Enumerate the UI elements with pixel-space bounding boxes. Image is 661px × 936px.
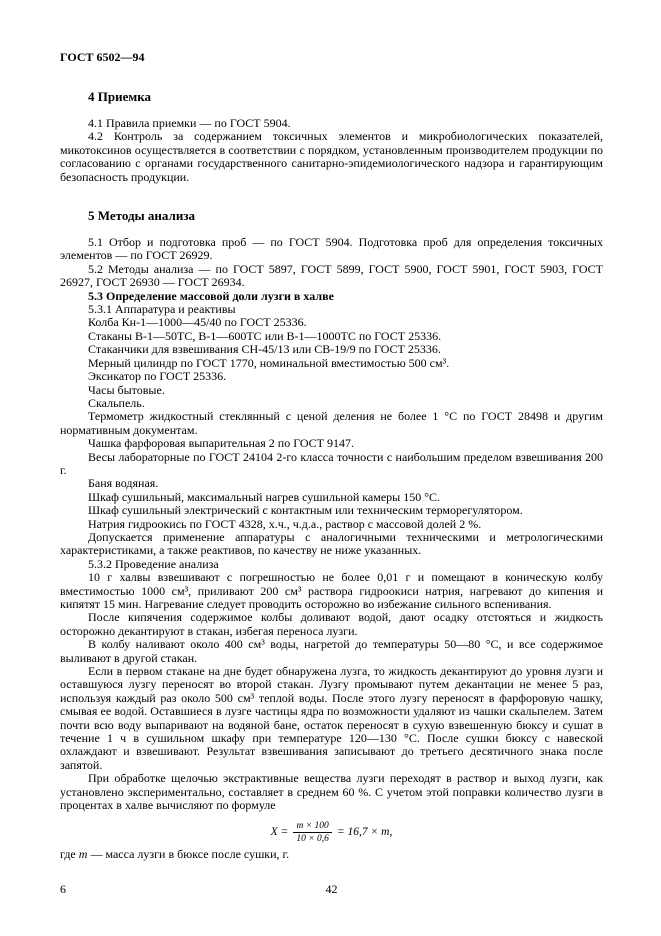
formula-rhs: = 16,7 × m, [336,826,393,839]
procedure-paragraph-4: Если в первом стакане на дне будет обнаружена лузга, то жидкость декантируют до уровня лузги и оставшуюся лузгу переносят во второй стакан. Лузгу промывают путем декантации не менее 5 раз, используя каждый раз около 500 см³ теплой воды. После этого лузгу переносят в фарфоровую чашку, смывая ее водой. Оставшиеся в лузге частицы ядра по возможности удаляют из чашки скальпелем. Затем почти всю воду выпаривают на водяной бане, остаток переносят в сухую взвешенную бюксу и сушат в течение 1 ч в сушильном шкафу при температуре 120—130 °С. После сушки бюксу с навеской охлаждают и взвешивают. Результат взвешивания записывают до третьего десятичного знака после запятой. [60,664,603,772]
equipment-item-water-bath: Баня водяная. [88,476,159,491]
equipment-item-clock: Часы бытовые. [88,382,165,397]
equipment-item-cylinder: Мерный цилиндр по ГОСТ 1770, номинальной вместимостью 500 см³. [88,355,450,370]
clause-5-3-2-heading: 5.3.2 Проведение анализа [88,556,219,571]
procedure-paragraph-2: После кипячения содержимое колбы доливают водой, дают осадку отстояться и жидкость осторожно декантируют в стакан, избегая переноса лузги. [60,610,603,638]
reagent-item-sodium-hydroxide: Натрия гидроокись по ГОСТ 4328, х.ч., ч.д.а., раствор с массовой долей 2 %. [88,516,482,531]
where-definition: — масса лузги в бюксе после сушки, г. [87,847,290,862]
clause-4-1: 4.1 Правила приемки — по ГОСТ 5904. [88,116,291,130]
equipment-item-weighing-cups: Стаканчики для взвешивания СН-45/13 или СВ-19/9 по ГОСТ 25336. [88,342,441,357]
clause-4-2: 4.2 Контроль за содержанием токсичных элементов и микробиологических показателей, микотоксинов осуществляется в соответствии с порядком, установленным производителем продукции по согласованию с органами государственного санитарно-эпидемиологического надзора и гарантирующим безопасность продукции. [60,129,603,184]
equipment-item-beakers: Стаканы В-1—50ТС, В-1—600ТС или В-1—1000ТС по ГОСТ 25336. [88,328,442,343]
equipment-item-drying-oven: Шкаф сушильный, максимальный нагрев сушильной камеры 150 °С. [88,489,441,504]
where-variable: m [78,847,88,862]
equipment-item-desiccator: Эксикатор по ГОСТ 25336. [88,369,227,384]
equipment-item-flask: Колба Кн-1—1000—45/40 по ГОСТ 25336. [88,315,307,330]
page-content [60,50,603,862]
collection-page-number: 42 [325,882,338,896]
page-footer [60,882,603,896]
procedure-paragraph-1: 10 г халвы взвешивают с погрешностью не более 0,01 г и помещают в коническую колбу вместимостью 1000 см³, приливают 200 см³ раствора гидроокиси натрия, нагревают до кипения и кипятят 15 мин. Нагревание следует проводить осторожно во избежание сильного вспенивания. [60,570,603,611]
equipment-item-electric-oven: Шкаф сушильный электрический с контактным или техническим терморегулятором. [88,503,523,518]
equipment-note: Допускается применение аппаратуры с аналогичными техническими и метрологическими характеристиками, а также реактивов, по качеству не ниже указанных. [60,529,603,558]
formula [60,820,603,846]
equipment-item-lab-scales: Весы лабораторные по ГОСТ 24104 2-го класса точности с наибольшим пределом взвешивания 200 г. [60,449,603,477]
clause-5-3-1-heading: 5.3.1 Аппаратура и реактивы [88,302,236,317]
formula-where-clause [60,848,603,861]
procedure-paragraph-5: При обработке щелочью экстрактивные вещества лузги переходят в раствор и выход лузги, как установлено экспериментально, составляет в среднем 60 %. С учетом этой поправки количество лузги в процентах в халве вычисляют по формуле [60,771,603,813]
formula-numerator: m × 100 [293,820,332,833]
section-4-heading: 4 Приемка [88,89,152,104]
clause-5-1: 5.1 Отбор и подготовка проб — по ГОСТ 5904. Подготовка проб для определения токсичных элементов — по ГОСТ 26929. [60,235,603,263]
equipment-item-porcelain-dish: Чашка фарфоровая выпарительная 2 по ГОСТ 9147. [88,436,354,451]
formula-lhs: Х = [270,826,289,839]
section-5-heading: 5 Методы анализа [88,208,196,224]
procedure-paragraph-3: В колбу наливают около 400 см³ воды, нагретой до температуры 50—80 °С, и все содержимое выливают в другой стакан. [60,637,603,665]
clause-5-2: 5.2 Методы анализа — по ГОСТ 5897, ГОСТ 5899, ГОСТ 5900, ГОСТ 5901, ГОСТ 5903, ГОСТ 26927, ГОСТ 26930 — ГОСТ 26934. [60,261,603,290]
formula-fraction [293,820,332,846]
clause-5-3-heading: 5.3 Определение массовой доли лузги в халве [88,288,334,303]
equipment-item-thermometer: Термометр жидкостный стеклянный с ценой деления не более 1 °С по ГОСТ 28498 и другим нормативным документам. [60,409,603,437]
doc-number: ГОСТ 6502—94 [60,50,145,64]
formula-denominator: 10 × 0,6 [296,833,329,844]
equipment-item-scalpel: Скальпель. [88,395,145,410]
page-number: 6 [60,882,66,896]
where-prefix: где [60,847,79,862]
